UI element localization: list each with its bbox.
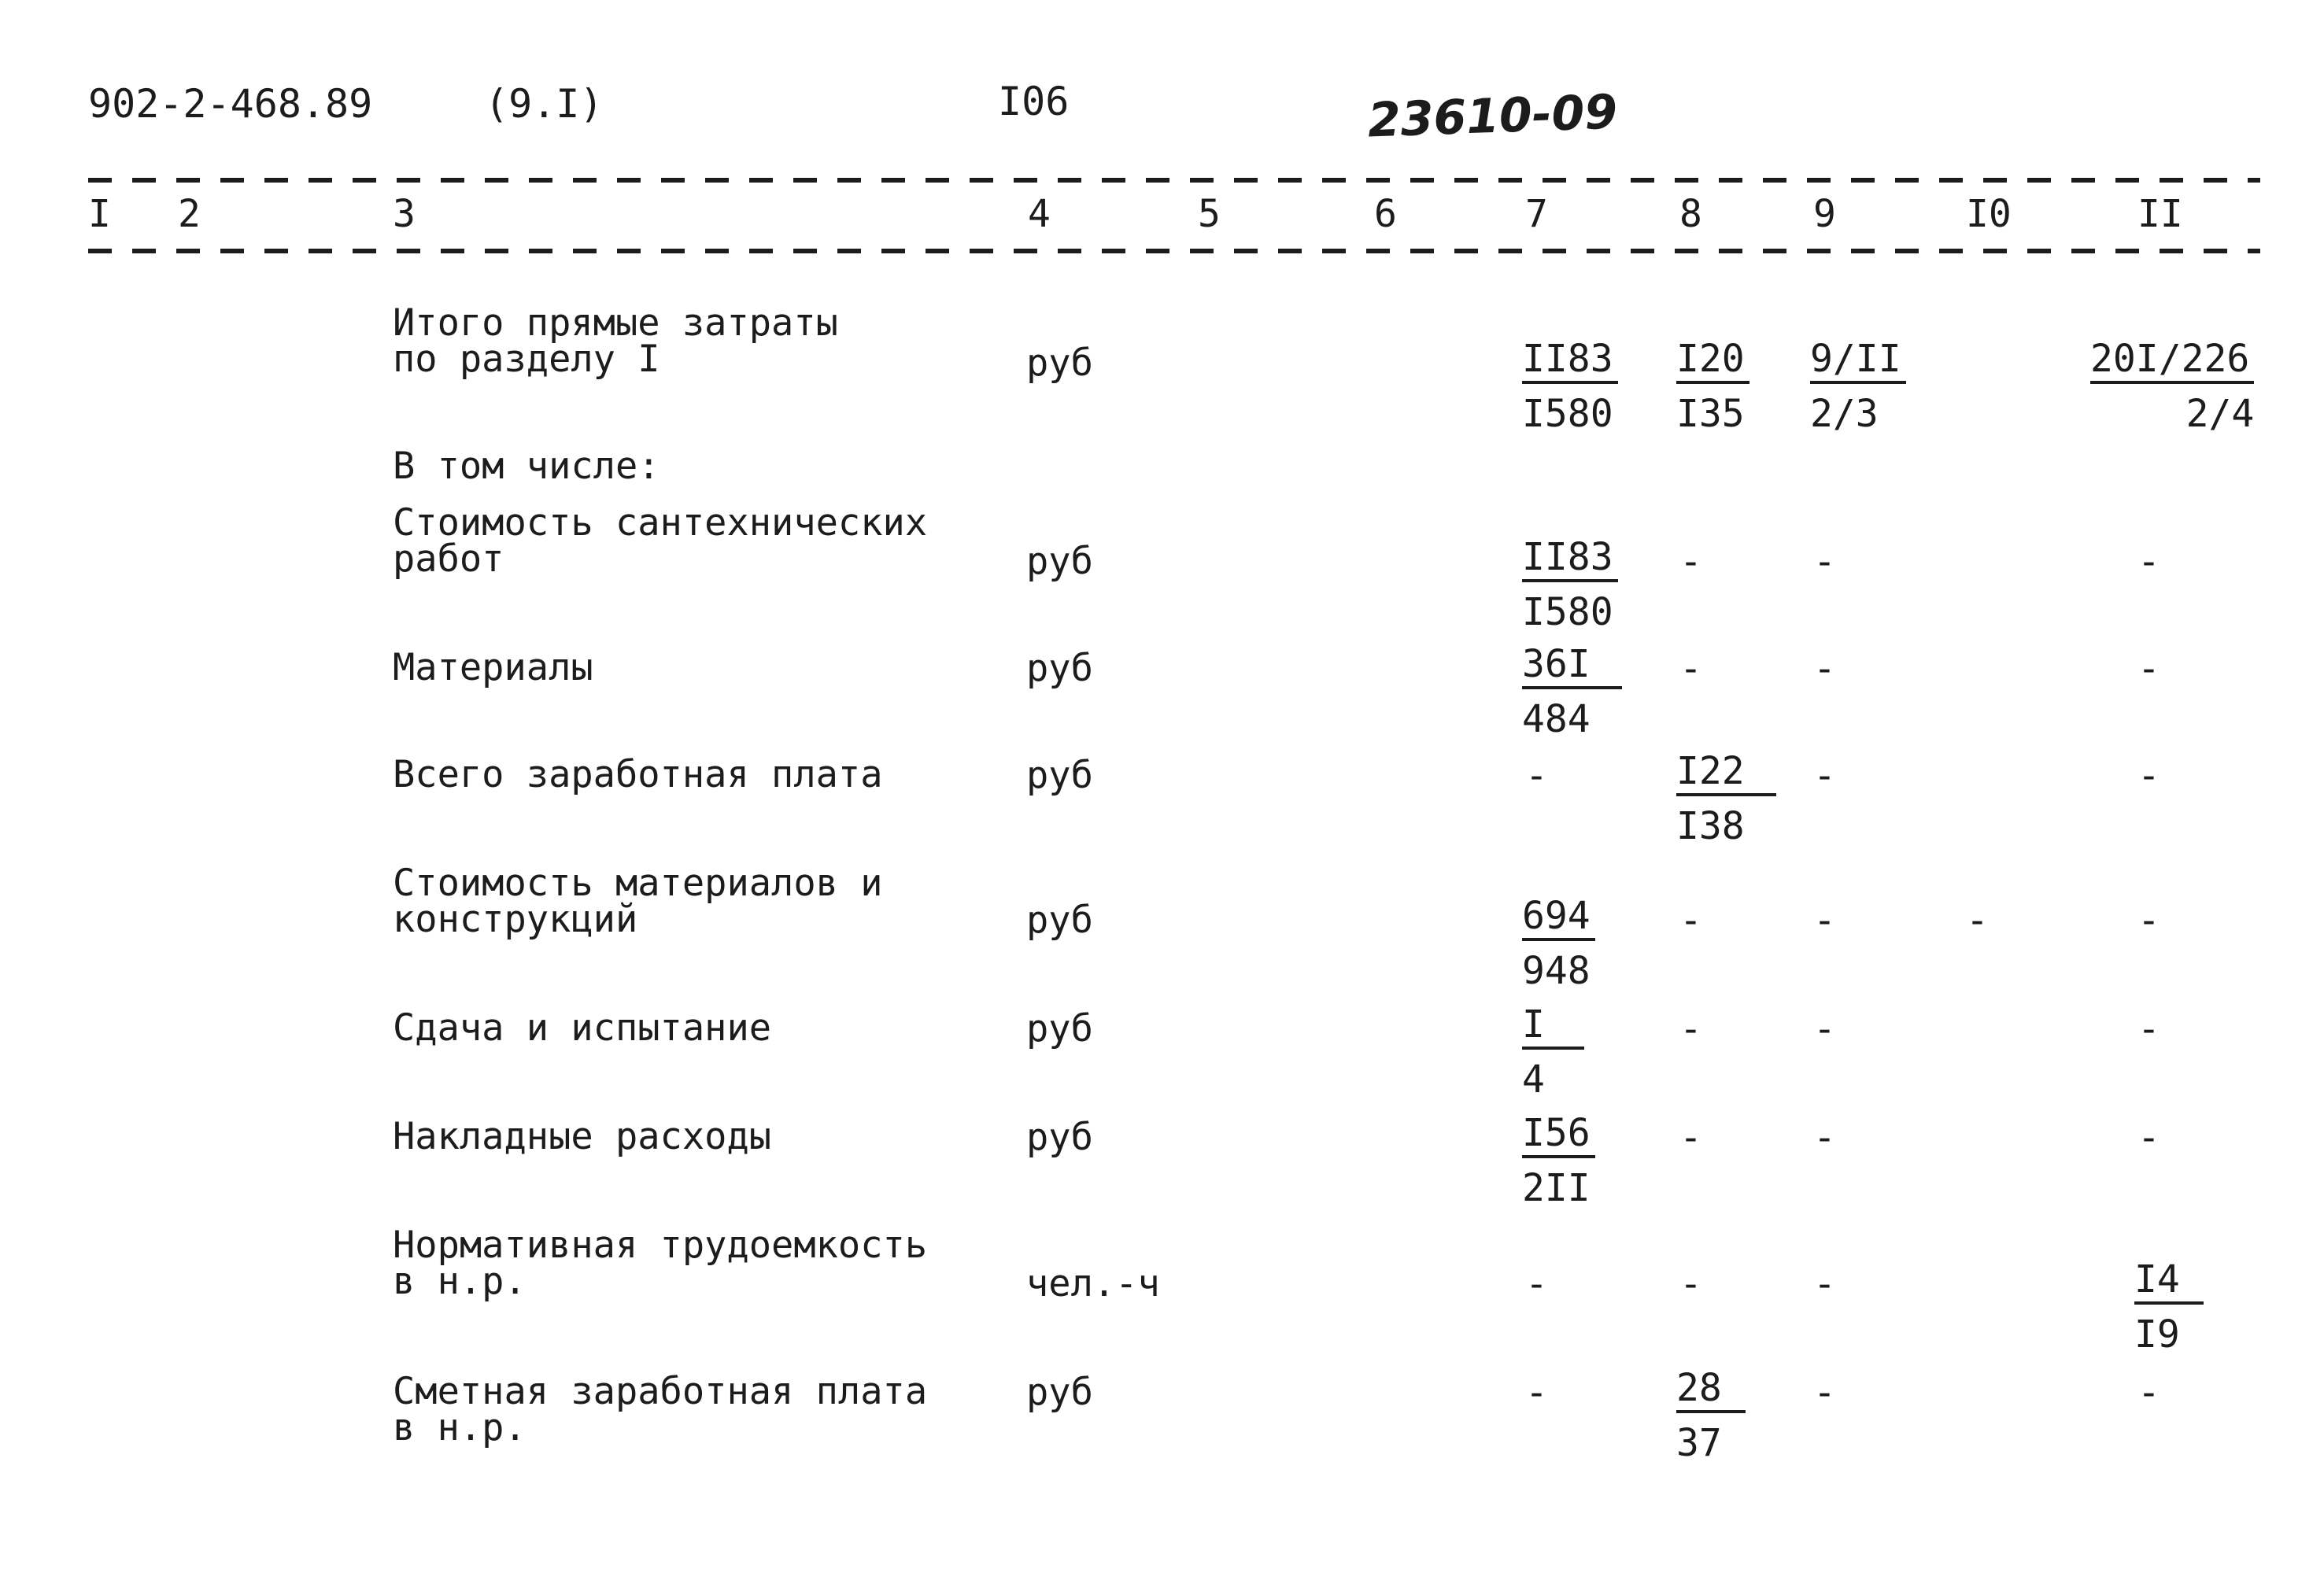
cell-col8: $\frac{I22}{I38}$ xyxy=(1676,752,1776,845)
column-number: II xyxy=(2137,192,2183,236)
column-number: 3 xyxy=(393,192,416,236)
column-number: 8 xyxy=(1679,192,1702,236)
cell-col9: - xyxy=(1813,1116,1836,1160)
row-unit: руб xyxy=(1026,1371,1093,1414)
column-number: I xyxy=(88,192,111,236)
cell-col9: - xyxy=(1813,1371,1836,1415)
cell-col8: - xyxy=(1679,1116,1702,1160)
row-unit: руб xyxy=(1026,754,1093,797)
row-description: Итого прямые затраты по разделу I xyxy=(393,301,838,381)
row-description: Стоимость материалов и конструкций xyxy=(393,862,883,941)
cell-col7: $\frac{I}{4}$ xyxy=(1522,1006,1584,1098)
row-description: В том числе: xyxy=(393,445,660,488)
row-description: Накладные расходы xyxy=(393,1115,772,1158)
cell-col7: - xyxy=(1525,1371,1548,1415)
cell-col7: - xyxy=(1525,754,1548,798)
document-code: 902-2-468.89 xyxy=(88,81,373,127)
header-rule-bottom xyxy=(88,249,2260,253)
row-unit: чел.-ч xyxy=(1026,1262,1160,1305)
row-unit: руб xyxy=(1026,341,1093,385)
row-unit: руб xyxy=(1026,1116,1093,1159)
row-description: Сметная заработная плата в н.р. xyxy=(393,1370,928,1449)
cell-col9: - xyxy=(1813,1262,1836,1306)
cell-col8: - xyxy=(1679,647,1702,691)
cell-col7: $\frac{694}{948}$ xyxy=(1522,897,1595,990)
row-unit: руб xyxy=(1026,647,1093,690)
section-number: (9.I) xyxy=(485,81,604,127)
cell-col11: - xyxy=(2137,754,2160,798)
cell-col11: $\frac{20I/226}{2/4}$ xyxy=(2090,337,2255,436)
row-unit: руб xyxy=(1026,540,1093,583)
cell-col11: - xyxy=(2137,1007,2160,1051)
column-number: 9 xyxy=(1813,192,1836,236)
page-number: I06 xyxy=(998,79,1070,124)
column-number: 2 xyxy=(178,192,201,236)
row-description: Всего заработная плата xyxy=(393,753,883,796)
cell-col8: - xyxy=(1679,540,1702,584)
cell-col8: $\frac{I20}{I35}$ xyxy=(1676,340,1749,433)
cell-col8: - xyxy=(1679,1262,1702,1306)
row-unit: руб xyxy=(1026,1007,1093,1050)
row-description: Материалы xyxy=(393,646,593,689)
header-rule-top xyxy=(88,178,2260,183)
column-number: 5 xyxy=(1198,192,1221,236)
cell-col8: - xyxy=(1679,899,1702,943)
cell-col8: $\frac{28}{37}$ xyxy=(1676,1369,1746,1462)
cell-col11: - xyxy=(2137,899,2160,943)
cell-col11: - xyxy=(2137,540,2160,584)
column-number: 6 xyxy=(1374,192,1397,236)
cell-col9: - xyxy=(1813,540,1836,584)
cell-col9: - xyxy=(1813,1007,1836,1051)
column-number: 7 xyxy=(1525,192,1548,236)
cell-col7: $\frac{I56}{2II}$ xyxy=(1522,1114,1595,1207)
row-unit: руб xyxy=(1026,899,1093,942)
row-description: Нормативная трудоемкость в н.р. xyxy=(393,1224,928,1303)
cell-col11: - xyxy=(2137,647,2160,691)
cell-col9: $\frac{9/II}{2/3}$ xyxy=(1810,340,1906,433)
cell-col7: - xyxy=(1525,1262,1548,1306)
row-description: Стоимость сантехнических работ xyxy=(393,501,928,581)
row-description: Сдача и испытание xyxy=(393,1006,772,1050)
column-number: I0 xyxy=(1966,192,2012,236)
column-number: 4 xyxy=(1028,192,1051,236)
cell-col11: $\frac{I4}{I9}$ xyxy=(2134,1261,2204,1353)
cell-col10: - xyxy=(1966,899,1989,943)
cell-col7: $\frac{36I}{484}$ xyxy=(1522,645,1622,738)
cell-col7: $\frac{II83}{I580}$ xyxy=(1522,538,1618,631)
cell-col7: $\frac{II83}{I580}$ xyxy=(1522,340,1618,433)
cell-col9: - xyxy=(1813,647,1836,691)
cell-col11: - xyxy=(2137,1116,2160,1160)
cell-col8: - xyxy=(1679,1007,1702,1051)
cell-col9: - xyxy=(1813,754,1836,798)
cell-col9: - xyxy=(1813,899,1836,943)
inventory-number: 23610-09 xyxy=(1366,84,1619,149)
cell-col11: - xyxy=(2137,1371,2160,1415)
